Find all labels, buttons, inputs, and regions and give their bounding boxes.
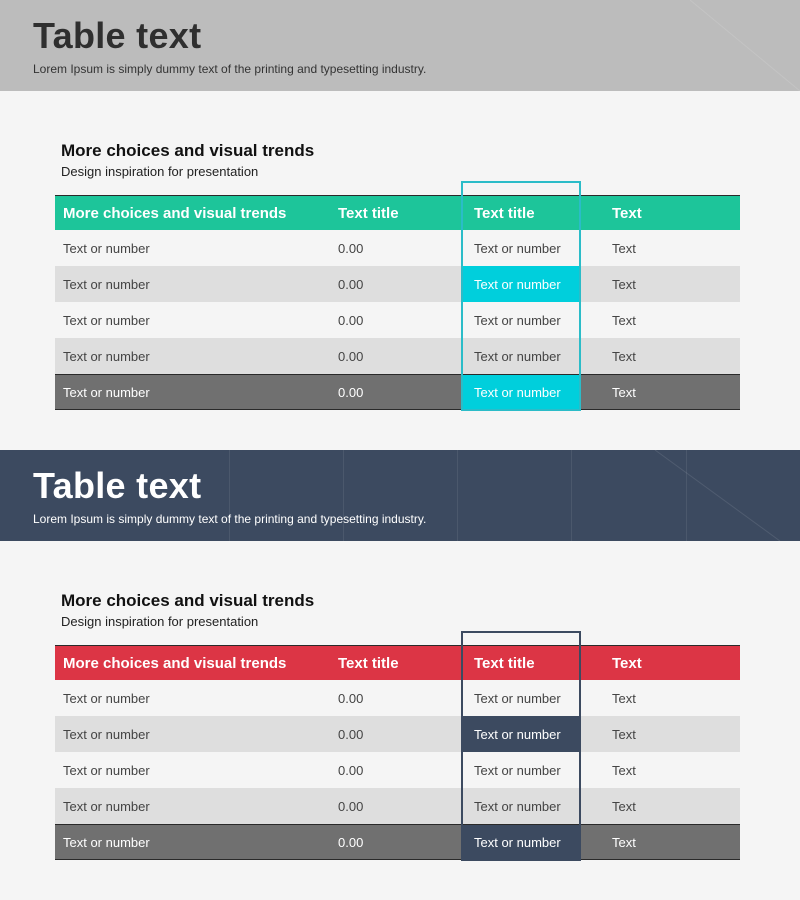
table-cell: 0.00: [338, 798, 364, 814]
table-cell: Text or number: [63, 690, 150, 706]
title-banner: [0, 0, 800, 91]
highlighted-cell: Text or number: [461, 375, 581, 409]
table-cell: Text or number: [474, 798, 561, 814]
page-subtitle: Lorem Ipsum is simply dummy text of the printing and typesetting industry.: [33, 512, 427, 526]
table-cell: 0.00: [338, 276, 364, 292]
table-cell: Text or number: [63, 834, 150, 850]
table-cell: Text: [612, 798, 636, 814]
table-cell: Text or number: [63, 726, 150, 742]
table-cell: Text or number: [63, 798, 150, 814]
table-row: [55, 752, 740, 788]
table-row: [55, 716, 740, 752]
table-cell: Text: [612, 690, 636, 706]
table-header-row: [55, 645, 740, 680]
column-header: More choices and visual trends: [63, 204, 287, 222]
table-cell: Text or number: [474, 348, 561, 364]
table-cell: Text or number: [63, 762, 150, 778]
table-cell: Text: [612, 348, 636, 364]
table-cell: 0.00: [338, 348, 364, 364]
table-header-row: [55, 195, 740, 230]
table-cell: Text: [612, 312, 636, 328]
table-cell: Text: [612, 762, 636, 778]
highlighted-cell: Text or number: [461, 825, 581, 859]
table-row: [55, 788, 740, 824]
table-row: [55, 374, 740, 410]
table-row: [55, 824, 740, 860]
column-header: Text title: [474, 204, 535, 222]
table-cell: Text: [612, 834, 636, 850]
table-cell: 0.00: [338, 312, 364, 328]
table-cell: 0.00: [338, 690, 364, 706]
table-cell: Text or number: [63, 312, 150, 328]
table-cell: 0.00: [338, 762, 364, 778]
table-cell: Text: [612, 726, 636, 742]
section-subheading: Design inspiration for presentation: [61, 614, 259, 629]
table-cell: 0.00: [338, 834, 364, 850]
column-header: More choices and visual trends: [63, 654, 287, 672]
table-cell: Text or number: [474, 690, 561, 706]
page-title: Table text: [33, 465, 202, 506]
table-cell: Text: [612, 240, 636, 256]
slide-2: [0, 450, 800, 900]
table-row: [55, 230, 740, 266]
table-cell: Text or number: [474, 312, 561, 328]
table-cell: Text or number: [63, 276, 150, 292]
table-cell: Text or number: [63, 240, 150, 256]
table-cell: 0.00: [338, 726, 364, 742]
page-subtitle: Lorem Ipsum is simply dummy text of the printing and typesetting industry.: [33, 62, 427, 76]
table-row: [55, 338, 740, 374]
highlighted-cell: Text or number: [461, 716, 581, 752]
table-cell: Text: [612, 384, 636, 400]
title-banner: [0, 450, 800, 541]
column-header: Text: [612, 654, 642, 672]
section-heading: More choices and visual trends: [61, 591, 315, 610]
table-cell: Text or number: [474, 240, 561, 256]
column-header: Text title: [338, 654, 399, 672]
table-cell: Text or number: [474, 762, 561, 778]
column-header: Text title: [338, 204, 399, 222]
column-header: Text title: [474, 654, 535, 672]
highlighted-cell: Text or number: [461, 266, 581, 302]
page-title: Table text: [33, 15, 202, 56]
table-row: [55, 302, 740, 338]
table-cell: 0.00: [338, 240, 364, 256]
data-table: [55, 645, 740, 860]
table-cell: Text or number: [63, 348, 150, 364]
section-subheading: Design inspiration for presentation: [61, 164, 259, 179]
table-row: [55, 266, 740, 302]
data-table: [55, 195, 740, 410]
table-cell: Text or number: [63, 384, 150, 400]
table-row: [55, 680, 740, 716]
column-header: Text: [612, 204, 642, 222]
table-cell: 0.00: [338, 384, 364, 400]
section-heading: More choices and visual trends: [61, 141, 315, 160]
table-cell: Text: [612, 276, 636, 292]
